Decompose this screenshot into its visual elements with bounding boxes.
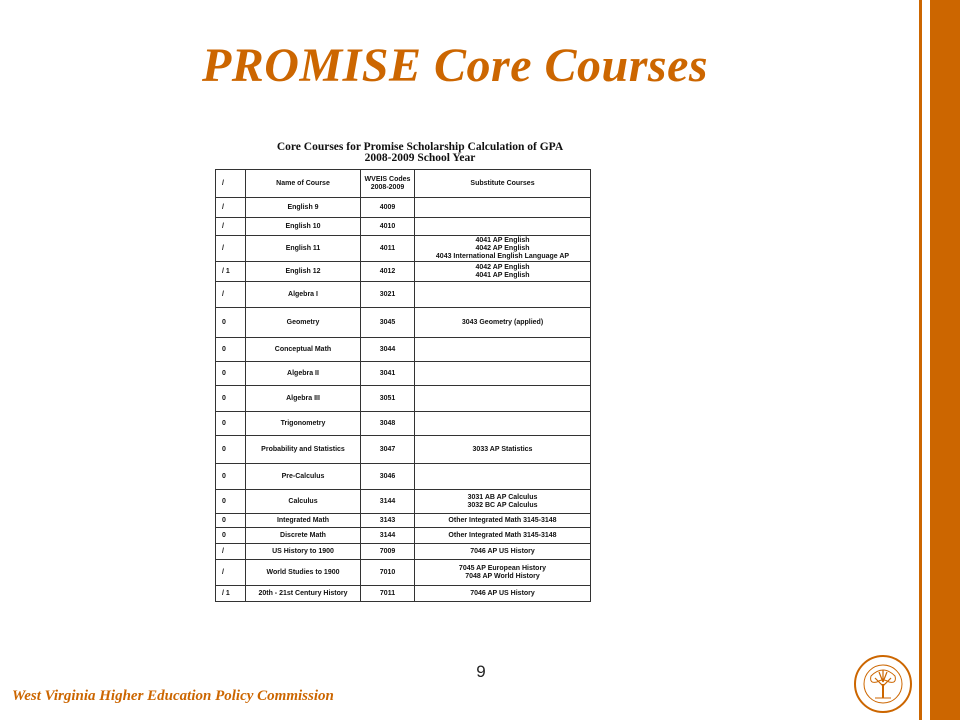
wveis-code: 3144 [361,528,415,544]
course-name: Discrete Math [246,528,361,544]
wveis-code: 3144 [361,490,415,514]
substitute-courses [415,386,591,412]
course-name: Trigonometry [246,412,361,436]
document-heading-line2: 2008-2009 School Year [364,152,476,164]
substitute-course: 4041 AP English [475,236,530,244]
substitute-courses [415,514,591,528]
row-mark: 0 [216,514,246,528]
substitute-course: 7046 AP US History [470,589,535,597]
row-mark: 0 [216,412,246,436]
row-mark: / [216,560,246,586]
substitute-course: 7045 AP European History [458,564,547,572]
course-name: Pre-Calculus [246,464,361,490]
substitute-course: 4042 AP English [475,244,530,252]
row-mark: / [216,218,246,236]
substitute-courses [415,338,591,362]
substitute-courses [415,218,591,236]
wveis-code: 7011 [361,586,415,602]
course-name: US History to 1900 [246,544,361,560]
course-name: English 10 [246,218,361,236]
table-row [216,308,591,338]
table-row [216,218,591,236]
wveis-code: 4010 [361,218,415,236]
course-name: Calculus [246,490,361,514]
substitute-course: 4043 International English Language AP [435,252,570,260]
table-row [216,362,591,386]
row-mark: / [216,282,246,308]
table-row [216,544,591,560]
wveis-code: 4012 [361,262,415,282]
substitute-courses [415,464,591,490]
table-row [216,338,591,362]
row-mark: / 1 [216,586,246,602]
table-row [216,490,591,514]
course-name: Probability and Statistics [246,436,361,464]
substitute-courses [415,262,591,282]
substitute-course: Other Integrated Math 3145-3148 [448,516,557,524]
substitute-courses [415,436,591,464]
accent-bar-thick [930,0,960,720]
slide-title: PROMISE Core Courses [201,39,709,92]
row-mark: 0 [216,528,246,544]
course-name: World Studies to 1900 [246,560,361,586]
row-mark: 0 [216,362,246,386]
wveis-code: 3046 [361,464,415,490]
table-row [216,236,591,262]
substitute-course: 4042 AP English [475,263,530,271]
header-wveis-codes: WVEIS Codes 2008-2009 [361,170,415,198]
substitute-course: 3032 BC AP Calculus [467,501,538,509]
header-mark: / [216,170,246,198]
table-row [216,282,591,308]
substitute-courses [415,490,591,514]
substitute-courses [415,282,591,308]
substitute-course: Other Integrated Math 3145-3148 [448,531,557,539]
table-row [216,412,591,436]
wveis-code: 3045 [361,308,415,338]
substitute-courses [415,528,591,544]
substitute-courses [415,362,591,386]
scanned-document [160,92,625,670]
wveis-code: 4011 [361,236,415,262]
row-mark: 0 [216,338,246,362]
footer-commission-name: West Virginia Higher Education Policy Commission [12,688,334,704]
row-mark: 0 [216,308,246,338]
course-name: Algebra I [246,282,361,308]
wv-hepc-seal-icon [853,654,913,714]
wveis-code: 3047 [361,436,415,464]
substitute-courses [415,560,591,586]
row-mark: 0 [216,436,246,464]
substitute-course: 4041 AP English [475,271,530,279]
table-row [216,464,591,490]
table-header-row [216,170,591,198]
course-name: Algebra II [246,362,361,386]
wveis-code: 3048 [361,412,415,436]
wveis-code: 3021 [361,282,415,308]
header-substitute-courses: Substitute Courses [415,170,591,198]
accent-bar-thin [919,0,922,720]
wveis-code: 4009 [361,198,415,218]
wveis-code: 3041 [361,362,415,386]
table-row [216,386,591,412]
table-row [216,560,591,586]
course-name: Algebra III [246,386,361,412]
row-mark: / [216,236,246,262]
course-name: English 9 [246,198,361,218]
wveis-code: 7010 [361,560,415,586]
substitute-course: 3031 AB AP Calculus [467,493,538,501]
page-number: 9 [476,662,486,681]
substitute-course: 7048 AP World History [465,572,540,580]
row-mark: 0 [216,464,246,490]
course-name: English 12 [246,262,361,282]
substitute-courses [415,544,591,560]
wveis-code: 3051 [361,386,415,412]
course-name: Geometry [246,308,361,338]
wveis-code: 3044 [361,338,415,362]
substitute-courses [415,412,591,436]
table-row [216,514,591,528]
row-mark: / [216,544,246,560]
course-name: 20th - 21st Century History [246,586,361,602]
document-heading [246,142,594,164]
table-row [216,586,591,602]
wveis-code: 7009 [361,544,415,560]
table-row [216,436,591,464]
document-heading-line1: Core Courses for Promise Scholarship Calculation of GPA [276,141,564,153]
substitute-courses [415,236,591,262]
substitute-course: 7046 AP US History [470,547,535,555]
substitute-courses [415,198,591,218]
substitute-course: 3043 Geometry (applied) [461,318,544,326]
row-mark: 0 [216,386,246,412]
header-course-name: Name of Course [246,170,361,198]
course-name: Conceptual Math [246,338,361,362]
row-mark: / 1 [216,262,246,282]
table-row [216,262,591,282]
substitute-courses [415,308,591,338]
substitute-courses [415,586,591,602]
core-courses-table [215,169,591,602]
course-name: Integrated Math [246,514,361,528]
substitute-course: 3033 AP Statistics [472,445,533,453]
table-row [216,528,591,544]
wveis-code: 3143 [361,514,415,528]
row-mark: / [216,198,246,218]
table-row [216,198,591,218]
course-name: English 11 [246,236,361,262]
row-mark: 0 [216,490,246,514]
